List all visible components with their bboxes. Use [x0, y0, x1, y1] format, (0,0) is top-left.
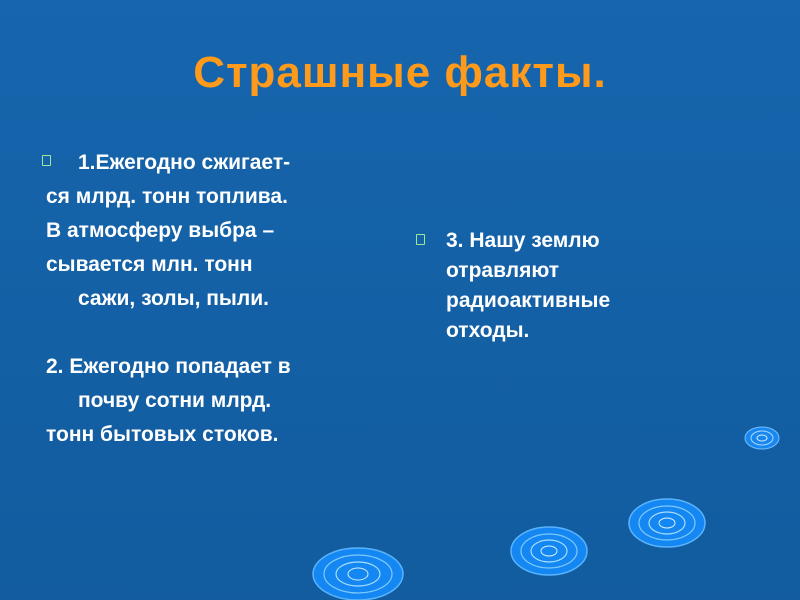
left-text-column — [46, 146, 406, 452]
ripple-icon — [628, 498, 706, 548]
left-line-1-text: 1.Ежегодно сжигает- — [78, 151, 291, 174]
slide-title: Страшные факты. — [193, 48, 607, 97]
ripple-icon — [312, 544, 404, 600]
left-line-3: В атмосферу выбра – — [46, 219, 275, 242]
right-line-3: радиоактивные — [446, 289, 611, 312]
right-line-1: 3. Нашу землю — [446, 229, 600, 252]
paragraph-gap — [46, 316, 406, 350]
right-line-4: отходы. — [446, 319, 530, 342]
ripple-icon — [510, 526, 588, 576]
right-line-2: отравляют — [446, 259, 560, 282]
left-line-5: сажи, золы, пыли. — [78, 287, 269, 310]
checkbox-bullet-icon — [416, 234, 425, 245]
right-text-column — [446, 226, 706, 346]
left-line-6: 2. Ежегодно попадает в — [46, 355, 291, 378]
ripple-icon — [744, 426, 780, 450]
left-line-2: ся млрд. тонн топлива. — [46, 185, 288, 208]
left-line-4: сывается млн. тонн — [46, 253, 253, 276]
checkbox-bullet-icon — [42, 155, 51, 166]
left-line-1 — [46, 146, 406, 180]
left-line-8: тонн бытовых стоков. — [46, 423, 279, 446]
left-line-7: почву сотни млрд. — [78, 389, 272, 412]
